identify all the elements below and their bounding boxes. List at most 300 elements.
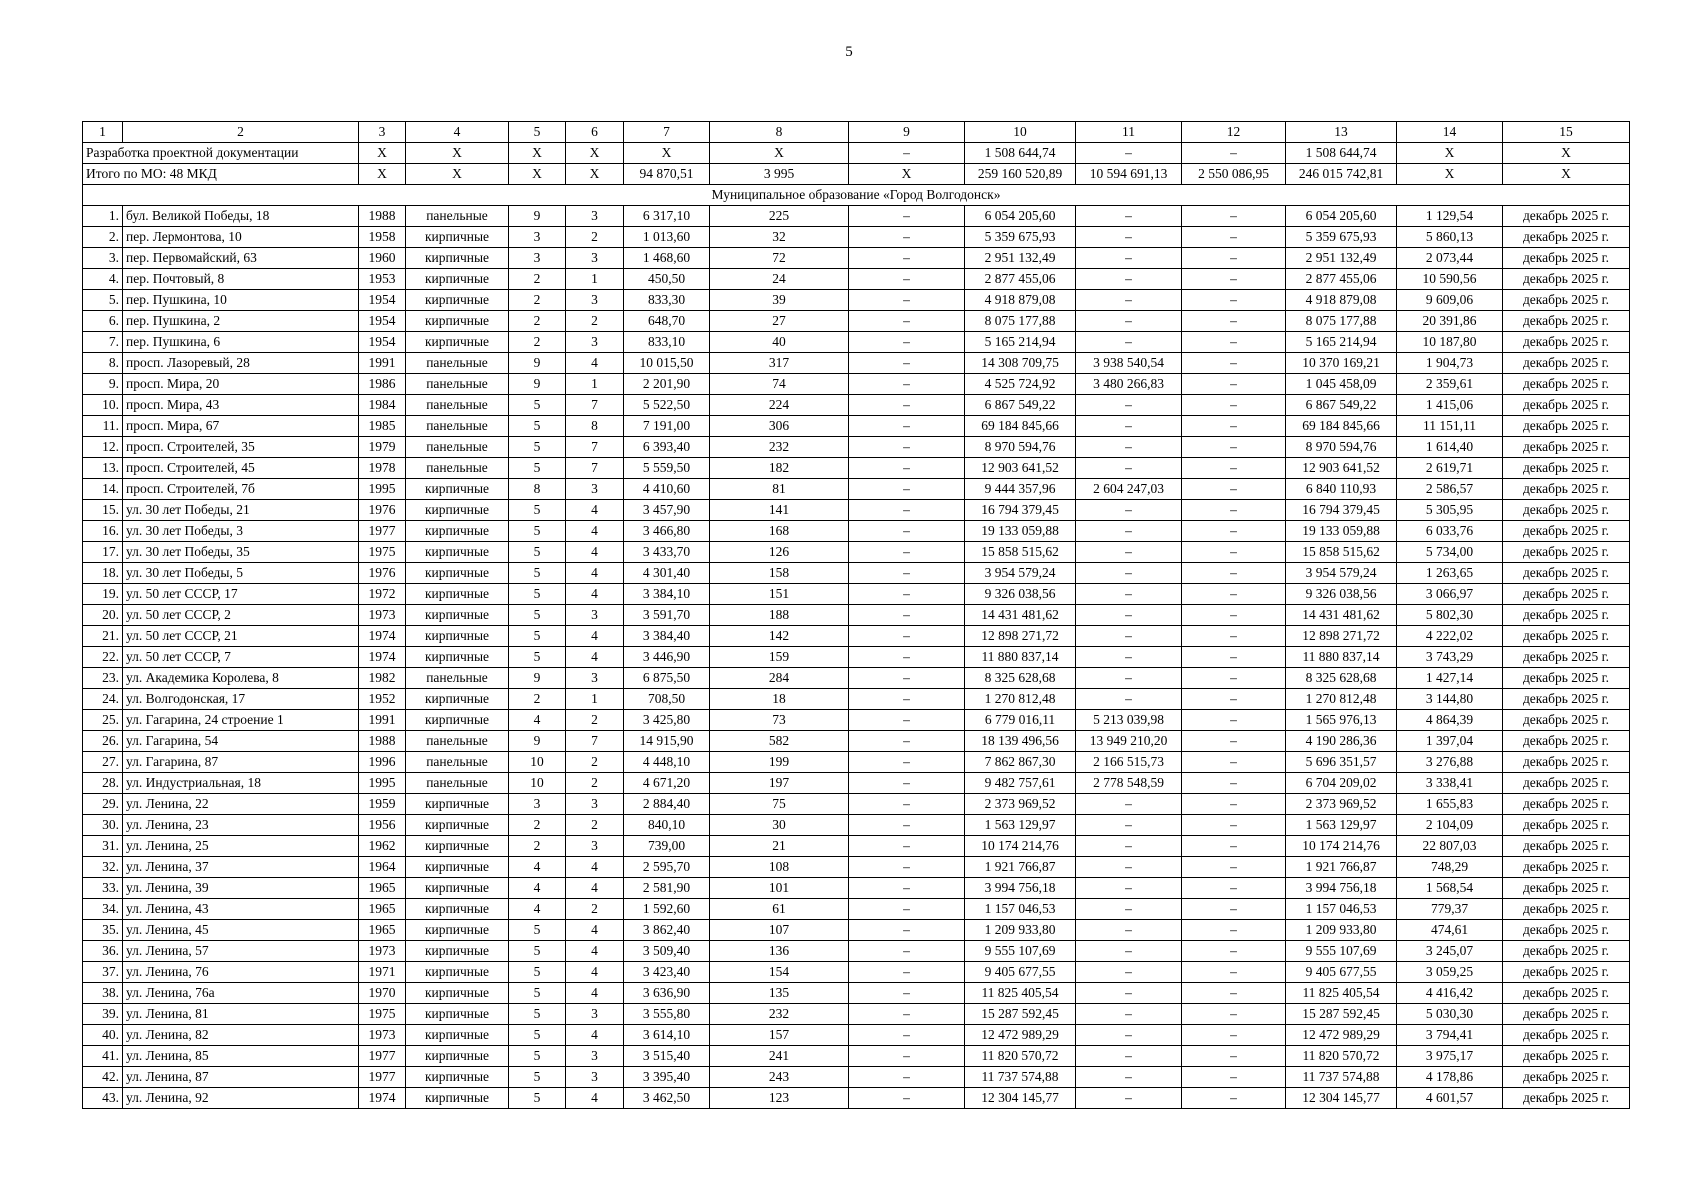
table-cell: панельные xyxy=(406,395,509,416)
table-cell: 12 898 271,72 xyxy=(1286,626,1397,647)
table-cell: – xyxy=(849,626,965,647)
table-cell: 3 423,40 xyxy=(624,962,710,983)
table-cell: 15 287 592,45 xyxy=(965,1004,1076,1025)
table-cell: 1971 xyxy=(359,962,406,983)
table-cell: 5 359 675,93 xyxy=(965,227,1076,248)
table-cell: декабрь 2025 г. xyxy=(1503,206,1630,227)
table-cell: 20 391,86 xyxy=(1397,311,1503,332)
address-cell: ул. Ленина, 81 xyxy=(123,1004,359,1025)
table-cell: 5 xyxy=(509,416,566,437)
table-row xyxy=(83,227,1630,248)
table-cell: декабрь 2025 г. xyxy=(1503,479,1630,500)
table-cell: 14 308 709,75 xyxy=(965,353,1076,374)
section-title: Муниципальное образование «Город Волгодонск» xyxy=(83,185,1630,206)
table-cell: – xyxy=(1182,668,1286,689)
table-cell: – xyxy=(1076,605,1182,626)
table-cell: 3 144,80 xyxy=(1397,689,1503,710)
table-cell: – xyxy=(1182,920,1286,941)
table-cell: декабрь 2025 г. xyxy=(1503,1025,1630,1046)
table-cell: 5 xyxy=(509,395,566,416)
table-cell: X xyxy=(1503,143,1630,164)
table-cell: 3 425,80 xyxy=(624,710,710,731)
address-cell: ул. Ленина, 43 xyxy=(123,899,359,920)
table-row xyxy=(83,1004,1630,1025)
table-cell: декабрь 2025 г. xyxy=(1503,857,1630,878)
table-cell: 1 921 766,87 xyxy=(1286,857,1397,878)
table-cell: кирпичные xyxy=(406,1088,509,1109)
table-cell: декабрь 2025 г. xyxy=(1503,983,1630,1004)
table-cell: 3 862,40 xyxy=(624,920,710,941)
table-cell: 1975 xyxy=(359,1004,406,1025)
table-cell: 6 054 205,60 xyxy=(965,206,1076,227)
table-cell: 3 457,90 xyxy=(624,500,710,521)
table-cell: 4 xyxy=(566,1088,624,1109)
table-cell: 5 213 039,98 xyxy=(1076,710,1182,731)
table-cell: 157 xyxy=(710,1025,849,1046)
table-cell: панельные xyxy=(406,353,509,374)
table-cell: 1952 xyxy=(359,689,406,710)
table-row xyxy=(83,1088,1630,1109)
row-number: 6. xyxy=(83,311,123,332)
table-cell: 8 xyxy=(509,479,566,500)
table-cell: 1973 xyxy=(359,605,406,626)
header-cell: 5 xyxy=(509,122,566,143)
row-number: 17. xyxy=(83,542,123,563)
address-cell: ул. 30 лет Победы, 35 xyxy=(123,542,359,563)
table-cell: 450,50 xyxy=(624,269,710,290)
table-cell: 1 397,04 xyxy=(1397,731,1503,752)
table-cell: панельные xyxy=(406,374,509,395)
table-cell: 2 604 247,03 xyxy=(1076,479,1182,500)
row-number: 32. xyxy=(83,857,123,878)
table-row xyxy=(83,563,1630,584)
table-cell: X xyxy=(566,143,624,164)
table-cell: декабрь 2025 г. xyxy=(1503,374,1630,395)
header-cell: 1 xyxy=(83,122,123,143)
table-row xyxy=(83,689,1630,710)
table-cell: – xyxy=(1182,521,1286,542)
table-cell: 6 393,40 xyxy=(624,437,710,458)
table-cell: 135 xyxy=(710,983,849,1004)
address-cell: просп. Мира, 67 xyxy=(123,416,359,437)
row-number: 20. xyxy=(83,605,123,626)
table-cell: 1988 xyxy=(359,731,406,752)
table-cell: 4 178,86 xyxy=(1397,1067,1503,1088)
table-cell: декабрь 2025 г. xyxy=(1503,395,1630,416)
row-number: 28. xyxy=(83,773,123,794)
row-number: 14. xyxy=(83,479,123,500)
table-cell: 739,00 xyxy=(624,836,710,857)
table-cell: 1 415,06 xyxy=(1397,395,1503,416)
table-row xyxy=(83,899,1630,920)
table-cell: 833,10 xyxy=(624,332,710,353)
table-cell: кирпичные xyxy=(406,836,509,857)
table-row xyxy=(83,311,1630,332)
table-cell: 4 xyxy=(566,584,624,605)
table-cell: 3 xyxy=(566,1004,624,1025)
table-cell: 1 921 766,87 xyxy=(965,857,1076,878)
table-cell: 6 054 205,60 xyxy=(1286,206,1397,227)
table-cell: кирпичные xyxy=(406,332,509,353)
table-cell: кирпичные xyxy=(406,689,509,710)
table-cell: 3 515,40 xyxy=(624,1046,710,1067)
table-cell: 39 xyxy=(710,290,849,311)
row-number: 5. xyxy=(83,290,123,311)
address-cell: ул. Ленина, 39 xyxy=(123,878,359,899)
table-cell: декабрь 2025 г. xyxy=(1503,353,1630,374)
address-cell: просп. Лазоревый, 28 xyxy=(123,353,359,374)
address-cell: пер. Первомайский, 63 xyxy=(123,248,359,269)
summary-row-design-docs xyxy=(83,143,1630,164)
table-cell: кирпичные xyxy=(406,311,509,332)
table-cell: 9 xyxy=(509,206,566,227)
table-cell: 3 954 579,24 xyxy=(1286,563,1397,584)
table-cell: – xyxy=(1076,815,1182,836)
table-cell: – xyxy=(1182,458,1286,479)
table-cell: кирпичные xyxy=(406,962,509,983)
table-cell: – xyxy=(1182,962,1286,983)
table-row xyxy=(83,353,1630,374)
table-cell: декабрь 2025 г. xyxy=(1503,815,1630,836)
table-cell: декабрь 2025 г. xyxy=(1503,269,1630,290)
table-cell: – xyxy=(1076,878,1182,899)
table-cell: 4 190 286,36 xyxy=(1286,731,1397,752)
table-cell: 11 820 570,72 xyxy=(965,1046,1076,1067)
address-cell: ул. Гагарина, 87 xyxy=(123,752,359,773)
table-cell: декабрь 2025 г. xyxy=(1503,605,1630,626)
table-cell: 4 xyxy=(566,353,624,374)
address-cell: ул. Ленина, 37 xyxy=(123,857,359,878)
table-cell: – xyxy=(849,248,965,269)
table-cell: 5 305,95 xyxy=(1397,500,1503,521)
table-row xyxy=(83,647,1630,668)
header-cell: 2 xyxy=(123,122,359,143)
table-cell: 4 xyxy=(566,626,624,647)
table-cell: 5 860,13 xyxy=(1397,227,1503,248)
table-cell: 4 xyxy=(509,899,566,920)
table-cell: – xyxy=(1182,899,1286,920)
table-cell: 10 015,50 xyxy=(624,353,710,374)
table-cell: 101 xyxy=(710,878,849,899)
table-cell: декабрь 2025 г. xyxy=(1503,773,1630,794)
table-cell: декабрь 2025 г. xyxy=(1503,941,1630,962)
table-cell: 1958 xyxy=(359,227,406,248)
table-cell: 1991 xyxy=(359,353,406,374)
table-cell: декабрь 2025 г. xyxy=(1503,731,1630,752)
table-cell: X xyxy=(509,164,566,185)
table-cell: 4 xyxy=(566,878,624,899)
row-number: 24. xyxy=(83,689,123,710)
table-cell: 27 xyxy=(710,311,849,332)
table-cell: 107 xyxy=(710,920,849,941)
table-cell: 1977 xyxy=(359,1046,406,1067)
table-cell: 4 xyxy=(566,857,624,878)
table-cell: 5 xyxy=(509,983,566,1004)
table-row xyxy=(83,248,1630,269)
table-cell: – xyxy=(849,1088,965,1109)
table-cell: 5 xyxy=(509,1025,566,1046)
table-cell: кирпичные xyxy=(406,626,509,647)
table-cell: 197 xyxy=(710,773,849,794)
table-cell: 9 326 038,56 xyxy=(1286,584,1397,605)
table-cell: 2 951 132,49 xyxy=(965,248,1076,269)
table-cell: – xyxy=(1076,941,1182,962)
table-cell: 4 xyxy=(566,521,624,542)
header-cell: 6 xyxy=(566,122,624,143)
row-number: 37. xyxy=(83,962,123,983)
table-cell: 3 245,07 xyxy=(1397,941,1503,962)
table-cell: – xyxy=(1076,626,1182,647)
table-cell: – xyxy=(849,416,965,437)
table-cell: 3 994 756,18 xyxy=(965,878,1076,899)
table-cell: 8 970 594,76 xyxy=(1286,437,1397,458)
table-row xyxy=(83,1025,1630,1046)
table-cell: 5 xyxy=(509,1088,566,1109)
table-cell: – xyxy=(849,395,965,416)
table-cell: 9 405 677,55 xyxy=(965,962,1076,983)
table-cell: 3 975,17 xyxy=(1397,1046,1503,1067)
table-cell: – xyxy=(849,500,965,521)
table-cell: кирпичные xyxy=(406,794,509,815)
section-row xyxy=(83,185,1630,206)
table-cell: 9 xyxy=(509,731,566,752)
table-cell: декабрь 2025 г. xyxy=(1503,332,1630,353)
table-cell: 3 xyxy=(566,290,624,311)
table-cell: – xyxy=(849,311,965,332)
table-cell: – xyxy=(1076,248,1182,269)
address-cell: ул. Ленина, 85 xyxy=(123,1046,359,1067)
table-cell: 5 xyxy=(509,521,566,542)
table-cell: 3 446,90 xyxy=(624,647,710,668)
table-cell: 159 xyxy=(710,647,849,668)
table-cell: – xyxy=(849,773,965,794)
table-cell: декабрь 2025 г. xyxy=(1503,311,1630,332)
table-cell: 123 xyxy=(710,1088,849,1109)
table-cell: 4 xyxy=(566,647,624,668)
address-cell: ул. Академика Королева, 8 xyxy=(123,668,359,689)
row-number: 10. xyxy=(83,395,123,416)
address-cell: ул. 50 лет СССР, 17 xyxy=(123,584,359,605)
table-cell: 2 xyxy=(566,773,624,794)
table-cell: 3 384,10 xyxy=(624,584,710,605)
table-cell: 4 222,02 xyxy=(1397,626,1503,647)
table-cell: 3 xyxy=(566,206,624,227)
table-cell: 708,50 xyxy=(624,689,710,710)
table-cell: 1986 xyxy=(359,374,406,395)
table-cell: 5 xyxy=(509,647,566,668)
table-row xyxy=(83,374,1630,395)
table-cell: 8 xyxy=(566,416,624,437)
table-row xyxy=(83,500,1630,521)
table-cell: – xyxy=(849,752,965,773)
table-cell: 12 903 641,52 xyxy=(965,458,1076,479)
table-cell: 6 033,76 xyxy=(1397,521,1503,542)
table-cell: декабрь 2025 г. xyxy=(1503,647,1630,668)
table-cell: 1 157 046,53 xyxy=(1286,899,1397,920)
table-cell: 24 xyxy=(710,269,849,290)
table-cell: кирпичные xyxy=(406,941,509,962)
table-cell: 1 563 129,97 xyxy=(965,815,1076,836)
table-cell: – xyxy=(849,521,965,542)
table-cell: 14 431 481,62 xyxy=(1286,605,1397,626)
address-cell: ул. 30 лет Победы, 21 xyxy=(123,500,359,521)
table-cell: 1960 xyxy=(359,248,406,269)
row-number: 1. xyxy=(83,206,123,227)
table-cell: 748,29 xyxy=(1397,857,1503,878)
table-cell: 1988 xyxy=(359,206,406,227)
table-cell: декабрь 2025 г. xyxy=(1503,563,1630,584)
table-cell: 1979 xyxy=(359,437,406,458)
table-cell: 5 165 214,94 xyxy=(1286,332,1397,353)
table-cell: 1 270 812,48 xyxy=(965,689,1076,710)
header-cell: 8 xyxy=(710,122,849,143)
table-cell: – xyxy=(849,857,965,878)
row-number: 33. xyxy=(83,878,123,899)
table-cell: 3 xyxy=(566,605,624,626)
table-cell: 5 522,50 xyxy=(624,395,710,416)
row-number: 13. xyxy=(83,458,123,479)
table-cell: 18 xyxy=(710,689,849,710)
table-cell: – xyxy=(1076,542,1182,563)
table-cell: 1972 xyxy=(359,584,406,605)
table-cell: 1973 xyxy=(359,1025,406,1046)
table-cell: 1 013,60 xyxy=(624,227,710,248)
table-cell: 69 184 845,66 xyxy=(1286,416,1397,437)
table-cell: 10 xyxy=(509,773,566,794)
row-number: 19. xyxy=(83,584,123,605)
table-cell: 5 165 214,94 xyxy=(965,332,1076,353)
table-cell: 10 xyxy=(509,752,566,773)
table-cell: декабрь 2025 г. xyxy=(1503,836,1630,857)
row-number: 2. xyxy=(83,227,123,248)
table-row xyxy=(83,416,1630,437)
table-cell: 9 444 357,96 xyxy=(965,479,1076,500)
address-cell: ул. Ленина, 92 xyxy=(123,1088,359,1109)
table-row xyxy=(83,941,1630,962)
table-cell: 840,10 xyxy=(624,815,710,836)
table-cell: 8 970 594,76 xyxy=(965,437,1076,458)
table-cell: 3 xyxy=(566,479,624,500)
table-cell: 306 xyxy=(710,416,849,437)
table-cell: 1 209 933,80 xyxy=(965,920,1076,941)
table-cell: – xyxy=(1076,563,1182,584)
table-cell: кирпичные xyxy=(406,227,509,248)
table-cell: – xyxy=(1182,563,1286,584)
table-row xyxy=(83,731,1630,752)
table-cell: 10 187,80 xyxy=(1397,332,1503,353)
table-cell: – xyxy=(1182,143,1286,164)
table-cell: 2 586,57 xyxy=(1397,479,1503,500)
table-cell: 284 xyxy=(710,668,849,689)
table-cell: – xyxy=(849,332,965,353)
table-cell: 1970 xyxy=(359,983,406,1004)
table-cell: 1 129,54 xyxy=(1397,206,1503,227)
table-cell: – xyxy=(849,794,965,815)
table-cell: – xyxy=(1076,1088,1182,1109)
table-cell: 188 xyxy=(710,605,849,626)
table-cell: 3 xyxy=(566,248,624,269)
table-row xyxy=(83,1067,1630,1088)
table-cell: 1 568,54 xyxy=(1397,878,1503,899)
table-cell: 1954 xyxy=(359,332,406,353)
table-cell: декабрь 2025 г. xyxy=(1503,458,1630,479)
row-number: 42. xyxy=(83,1067,123,1088)
table-cell: – xyxy=(1182,878,1286,899)
table-cell: 1975 xyxy=(359,542,406,563)
table-cell: 182 xyxy=(710,458,849,479)
table-cell: 246 015 742,81 xyxy=(1286,164,1397,185)
table-cell: 40 xyxy=(710,332,849,353)
table-cell: 5 xyxy=(509,626,566,647)
table-cell: 4 xyxy=(566,500,624,521)
table-cell: 30 xyxy=(710,815,849,836)
table-cell: 136 xyxy=(710,941,849,962)
row-number: 31. xyxy=(83,836,123,857)
table-cell: 2 xyxy=(566,752,624,773)
table-cell: 4 864,39 xyxy=(1397,710,1503,731)
table-cell: 5 xyxy=(509,1046,566,1067)
table-cell: кирпичные xyxy=(406,647,509,668)
header-cell: 14 xyxy=(1397,122,1503,143)
housing-repair-table xyxy=(82,121,1630,1109)
table-cell: X xyxy=(509,143,566,164)
table-cell: 4 xyxy=(509,878,566,899)
header-cell: 15 xyxy=(1503,122,1630,143)
table-cell: 22 807,03 xyxy=(1397,836,1503,857)
table-cell: 3 555,80 xyxy=(624,1004,710,1025)
address-cell: ул. Ленина, 82 xyxy=(123,1025,359,1046)
header-cell: 13 xyxy=(1286,122,1397,143)
table-cell: 5 559,50 xyxy=(624,458,710,479)
table-cell: 142 xyxy=(710,626,849,647)
table-cell: 12 472 989,29 xyxy=(965,1025,1076,1046)
address-cell: ул. Ленина, 76 xyxy=(123,962,359,983)
table-cell: – xyxy=(1182,353,1286,374)
table-cell: 224 xyxy=(710,395,849,416)
table-cell: – xyxy=(1076,500,1182,521)
table-cell: 3 794,41 xyxy=(1397,1025,1503,1046)
table-cell: 1 904,73 xyxy=(1397,353,1503,374)
table-cell: кирпичные xyxy=(406,521,509,542)
table-cell: 1965 xyxy=(359,920,406,941)
table-cell: панельные xyxy=(406,458,509,479)
table-cell: 3 338,41 xyxy=(1397,773,1503,794)
table-cell: 3 466,80 xyxy=(624,521,710,542)
table-cell: 10 174 214,76 xyxy=(1286,836,1397,857)
table-cell: 10 594 691,13 xyxy=(1076,164,1182,185)
table-cell: 1995 xyxy=(359,773,406,794)
table-cell: – xyxy=(849,962,965,983)
table-cell: – xyxy=(1076,584,1182,605)
table-cell: – xyxy=(1182,983,1286,1004)
table-row xyxy=(83,206,1630,227)
table-cell: X xyxy=(566,164,624,185)
table-cell: 1 565 976,13 xyxy=(1286,710,1397,731)
table-cell: 11 880 837,14 xyxy=(965,647,1076,668)
table-cell: 1991 xyxy=(359,710,406,731)
table-cell: 108 xyxy=(710,857,849,878)
table-cell: – xyxy=(1076,1046,1182,1067)
table-cell: – xyxy=(1076,395,1182,416)
address-cell: просп. Мира, 20 xyxy=(123,374,359,395)
table-cell: 126 xyxy=(710,542,849,563)
table-cell: 7 xyxy=(566,458,624,479)
table-row xyxy=(83,521,1630,542)
table-cell: 4 918 879,08 xyxy=(1286,290,1397,311)
table-cell: 11 825 405,54 xyxy=(1286,983,1397,1004)
table-cell: – xyxy=(1182,731,1286,752)
table-cell: кирпичные xyxy=(406,815,509,836)
